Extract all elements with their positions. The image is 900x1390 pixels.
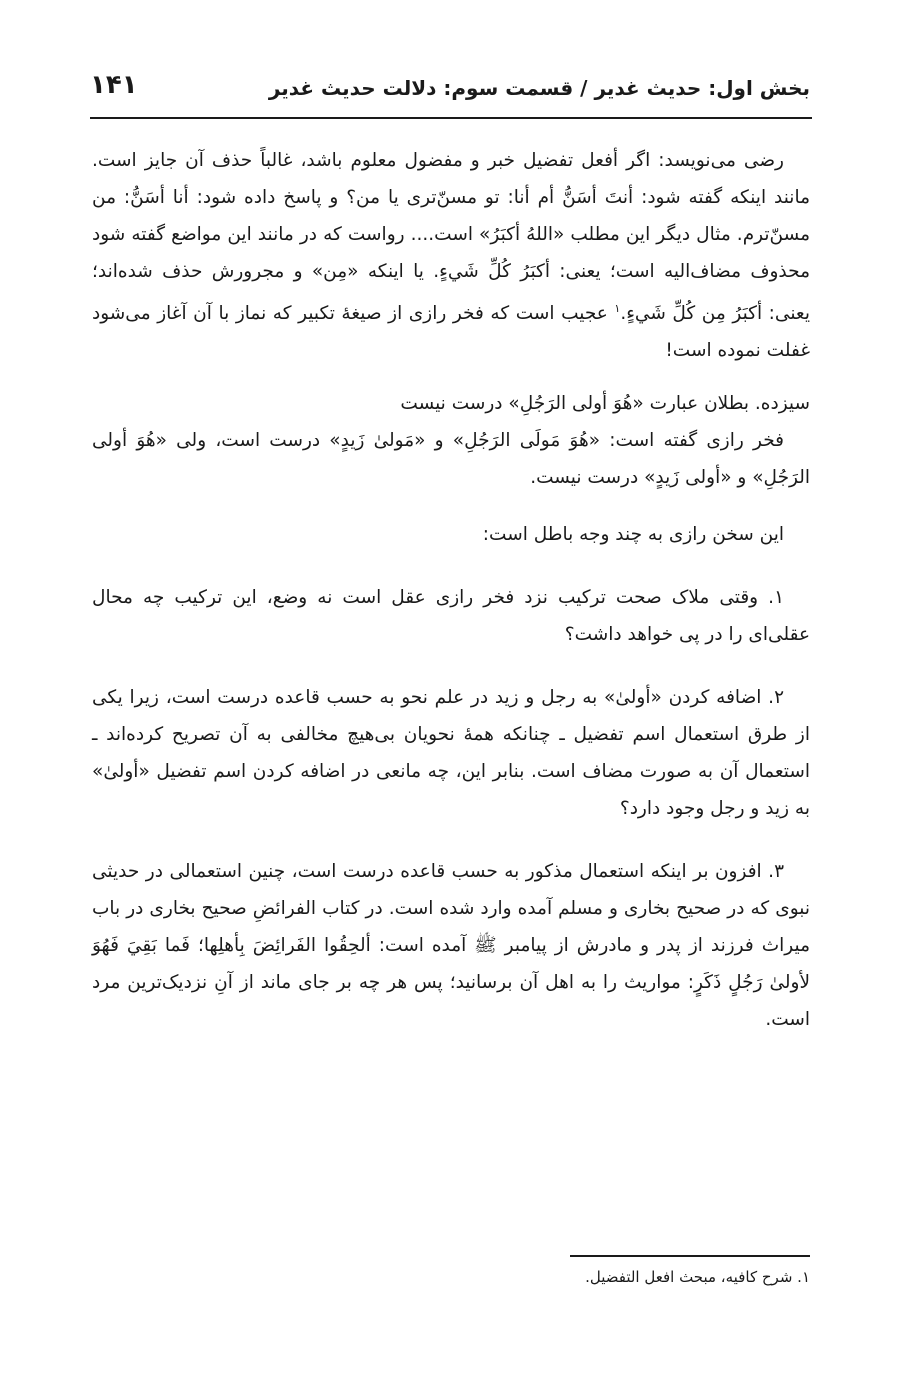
- footnote: ۱. شرح کافیه، مبحث افعل التفضیل.: [585, 1268, 810, 1286]
- paragraph-point-2: ۲. اضافه کردن «أولىٰ» به رجل و زید در علم نحو به حسب قاعده درست است، زیرا یکی از طرق استعمال اسم تفضیل ـ چنانکه همهٔ نحویان بی‌هیچ مخالفی به آن تصریح کرده‌اند ـ استعمال آن به صورت مضاف است. بنابر این، چه مانعی در اضافه کردن اسم تفضیل «أولىٰ» به زید و رجل وجود دارد؟: [92, 687, 810, 820]
- paragraph-point-1: ۱. وقتی ملاک صحت ترکیب نزد فخر رازی عقل است نه وضع، این ترکیب چه محال عقلی‌ای را در پی خواهد داشت؟: [92, 587, 810, 646]
- paragraph-intro: این سخن رازی به چند وجه باطل است:: [482, 524, 784, 546]
- paragraph-razi-quote: [92, 142, 810, 369]
- section-heading: سیزده. بطلان عبارت «هُوَ أولى الرَجُلِ» درست نیست: [400, 393, 810, 415]
- page-number: ۱۴۱: [90, 70, 138, 100]
- paragraph-razi-quote-text: رضی می‌نویسد: اگر أفعل تفضیل خبر و مفضول معلوم باشد، غالباً حذف آن جایز است. مانند اینکه گفته شود: أنتَ أسَنُّ أم أنا: تو مسنّ‌تری یا من؟ و پاسخ داده شود: أنا أسَنُّ: من مسنّ‌ترم. مثال دیگر این مطلب «اللهُ أكبَرُ» است.... رواست که در مانند این مواضع گفته شود محذوف مضاف‌الیه است؛ یعنی: أكبَرُ كُلِّ شَيءٍ. یا اینکه «مِن» و مجرورش حذف شده‌اند؛ یعنی: أكبَرُ مِن كُلِّ شَيءٍ.: [92, 150, 810, 325]
- footnote-divider: [570, 1255, 810, 1257]
- paragraph-point-3: ۳. افزون بر اینکه استعمال مذکور به حسب قاعده درست است، چنین استعمالی در حدیثی نبوی که در صحیح بخاری و مسلم آمده وارد شده است. در کتاب الفرائضِ صحیح بخاری در باب میراث فرزند از پدر و مادرش از پیامبر ﷺ آمده است: ألحِقُوا الفَرائِضَ بِأهلِها؛ فَما بَقِيَ فَهُوَ لأولىٰ رَجُلٍ ذَكَرٍ: مواریث را به اهل آن برسانید؛ پس هر چه بر جای ماند از آنِ نزدیک‌ترین مرد است.: [92, 861, 810, 1031]
- running-header: [90, 68, 810, 114]
- paragraph-razi-claim: فخر رازی گفته است: «هُوَ مَولَى الرَجُلِ» و «مَولىٰ زَيدٍ» درست است، ولی «هُوَ أولى الرَجُلِ» و «أولى زَيدٍ» درست نیست.: [92, 430, 810, 489]
- header-title: بخش اول: حدیث غدیر / قسمت سوم: دلالت حدیث غدیر: [268, 76, 810, 100]
- footnote-marker: ۱: [614, 302, 621, 315]
- body-text: [92, 142, 810, 1038]
- paragraph-razi-remark: عجیب است که فخر رازی از صیغهٔ تکبیر که نماز با آن آغاز می‌شود غفلت نموده است!: [92, 303, 810, 362]
- header-divider: [90, 117, 812, 119]
